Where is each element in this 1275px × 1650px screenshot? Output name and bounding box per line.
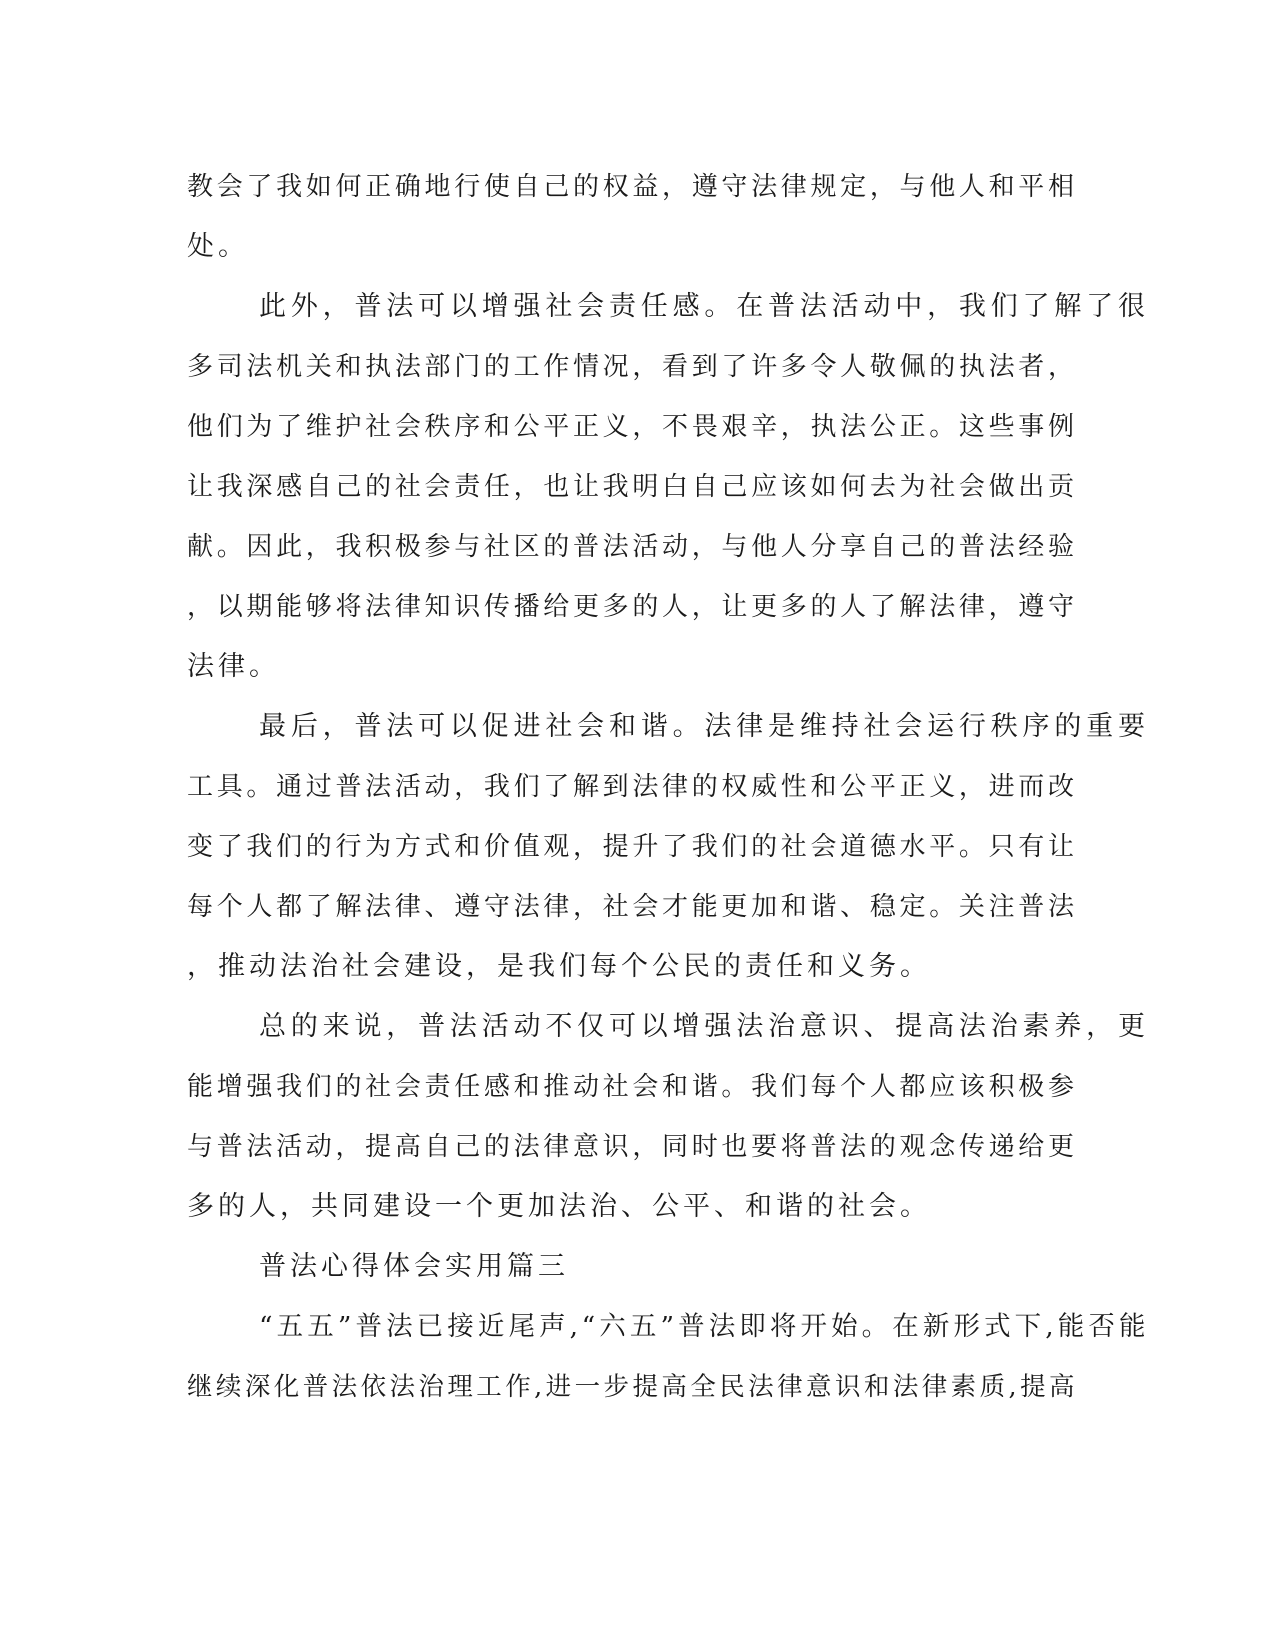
text-line: 变了我们的行为方式和价值观，提升了我们的社会道德水平。只有让 — [187, 832, 1077, 862]
text-line: 法律。 — [187, 651, 280, 682]
paragraph-start-line: “五五”普法已接近尾声,“六五”普法即将开始。在新形式下,能否能 — [259, 1311, 1149, 1342]
text-line: 能增强我们的社会责任感和推动社会和谐。我们每个人都应该积极参 — [187, 1072, 1077, 1102]
text-line: 多的人，共同建设一个更加法治、公平、和谐的社会。 — [187, 1191, 931, 1222]
text-line: 献。因此，我积极参与社区的普法活动，与他人分享自己的普法经验 — [187, 532, 1077, 562]
text-line: 他们为了维护社会秩序和公平正义，不畏艰辛，执法公正。这些事例 — [187, 412, 1077, 442]
section-heading: 普法心得体会实用篇三 — [259, 1251, 569, 1282]
text-line: ，以期能够将法律知识传播给更多的人，让更多的人了解法律，遵守 — [187, 592, 1077, 622]
text-line: 让我深感自己的社会责任，也让我明白自己应该如何去为社会做出贡 — [187, 472, 1077, 502]
document-body — [187, 157, 1149, 1417]
text-line: 与普法活动，提高自己的法律意识，同时也要将普法的观念传递给更 — [187, 1132, 1077, 1162]
paragraph-start-line: 此外，普法可以增强社会责任感。在普法活动中，我们了解了很 — [259, 291, 1149, 322]
text-line: 继续深化普法依法治理工作,进一步提高全民法律意识和法律素质,提高 — [187, 1372, 1077, 1402]
text-line: 教会了我如何正确地行使自己的权益，遵守法律规定，与他人和平相 — [187, 172, 1077, 202]
paragraph-start-line: 最后，普法可以促进社会和谐。法律是维持社会运行秩序的重要 — [259, 711, 1149, 742]
text-line: ，推动法治社会建设，是我们每个公民的责任和义务。 — [187, 951, 931, 982]
text-line: 处。 — [187, 231, 249, 262]
paragraph-start-line: 总的来说，普法活动不仅可以增强法治意识、提高法治素养，更 — [259, 1011, 1149, 1042]
text-line: 每个人都了解法律、遵守法律，社会才能更加和谐、稳定。关注普法 — [187, 892, 1077, 922]
text-line: 多司法机关和执法部门的工作情况，看到了许多令人敬佩的执法者， — [187, 352, 1077, 382]
text-line: 工具。通过普法活动，我们了解到法律的权威性和公平正义，进而改 — [187, 772, 1077, 802]
